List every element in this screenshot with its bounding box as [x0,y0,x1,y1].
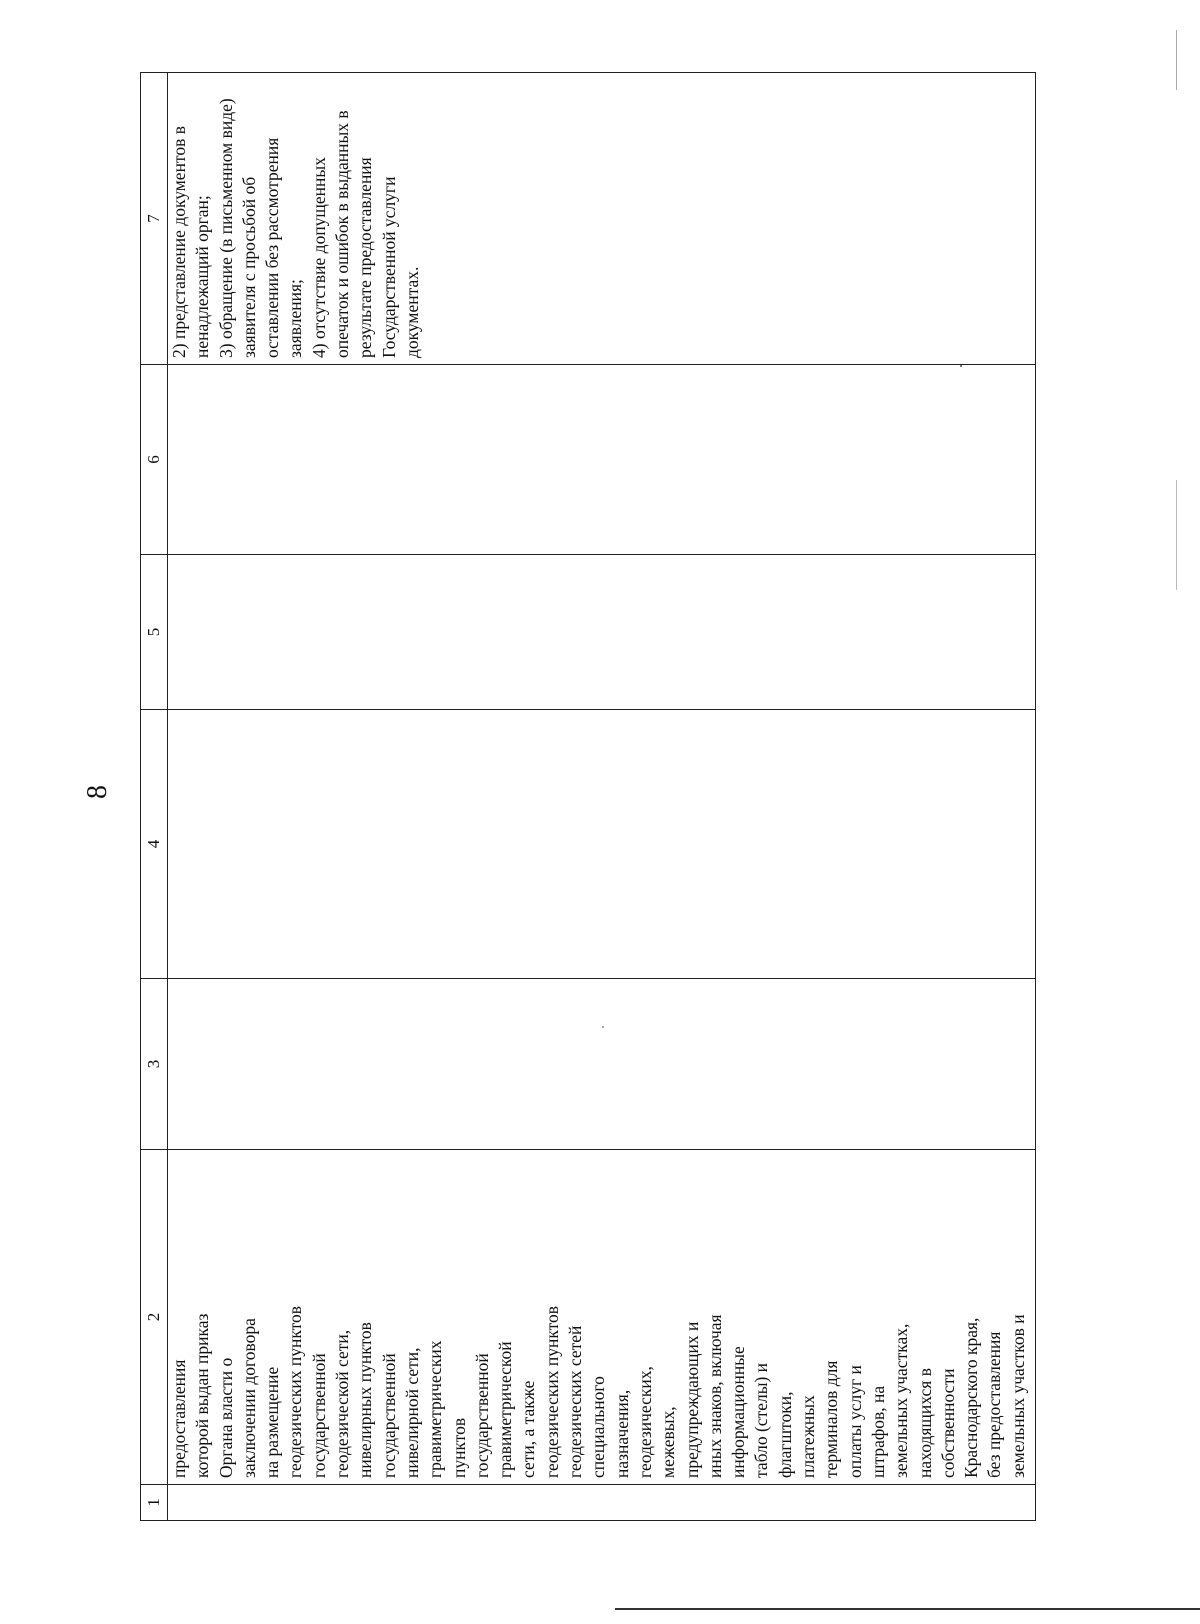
cell-col2-text: предоставления которой выдан приказ Органа власти о заключении договора на размещение геодезических пунктов государственной геодезической сети, нивелирных пунктов государственной нивелирной сети, гравиметрических пунктов государственной гравиметрической сети, а также геодезических пунктов геодезических сетей специального назначения, геодезических, межевых, предупреждающих и иных знаков, включая информационные табло (стелы) и флагштоки, платежных терминалов для оплаты услуг и штрафов, на земельных участках, находящихся в собственности Краснодарского края, без предоставления земельных участков и [169,1305,1028,1478]
rotated-table-wrapper [140,73,1036,1521]
cell-col4 [168,710,1036,979]
cell-col1 [168,1485,1036,1521]
table-header-row [141,73,168,1521]
column-header-4: 4 [141,710,168,979]
column-header-7: 7 [141,73,168,365]
column-header-2: 2 [141,1150,168,1485]
scan-dot-2 [602,1026,604,1028]
scan-dot-1 [960,365,962,367]
scan-dash-right-2 [1176,480,1177,590]
cell-col3 [168,979,1036,1150]
cell-col2 [168,1150,1036,1485]
cell-col5 [168,555,1036,710]
cell-col6 [168,365,1036,555]
column-header-5: 5 [141,555,168,710]
column-header-3: 3 [141,979,168,1150]
page-number: 8 [82,785,113,799]
scan-line-bottom [615,1608,1200,1610]
column-header-1: 1 [141,1485,168,1521]
cell-col7 [168,73,1036,365]
document-table [140,72,1036,1521]
scan-dash-right-1 [1176,30,1177,90]
cell-col7-text: 2) представление документов в ненадлежащий орган; 3) обращение (в письменном виде) заявителя с просьбой об оставлении без рассмотрения заявления; 4) отсутствие допущенных опечаток и ошибок в выданных в результате предоставления Государственной услуги документах. [169,98,422,358]
column-header-6: 6 [141,365,168,555]
table-row [168,73,1036,1521]
